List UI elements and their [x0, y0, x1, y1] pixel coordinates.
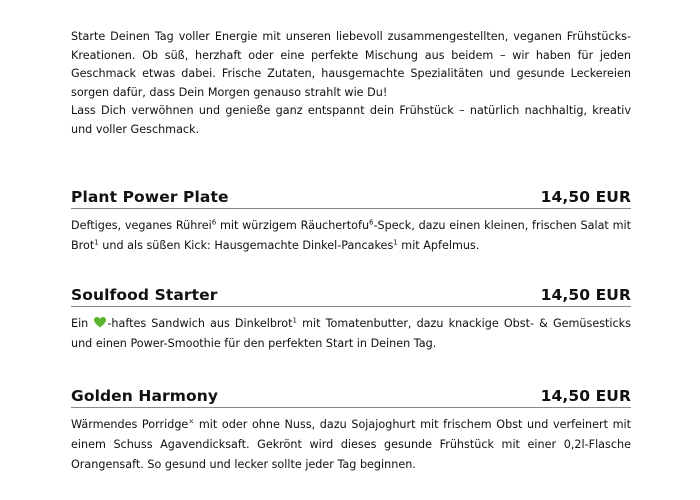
desc-text: Ein	[71, 317, 94, 330]
menu-item-description	[71, 314, 631, 354]
menu-item-title: Golden Harmony	[71, 387, 219, 405]
menu-item-plant-power-plate	[71, 188, 631, 256]
desc-text: mit Tomatenbutter, dazu knackige Obst- & Gemüsesticks und einen Power-Smoothie für den perfekten Start in Deinen Tag.	[71, 317, 631, 350]
footnote-marker: ×	[188, 417, 195, 426]
menu-item-price: 14,50 EUR	[540, 286, 631, 304]
intro-paragraph-1: Starte Deinen Tag voller Energie mit unseren liebevoll zusammengestellten, veganen Frühstücks-Kreationen. Ob süß, herzhaft oder eine perfekte Mischung aus beidem – wir haben für jeden Geschmack etwas dabei. Frische Zutaten, hausgemachte Spezialitäten und gesunde Leckereien sorgen dafür, dass Dein Morgen genauso strahlt wie Du!	[71, 30, 631, 99]
desc-text: -Speck, dazu einen kleinen, frischen Salat mit Brot	[71, 219, 631, 252]
desc-text: mit würzigem Räuchertofu	[216, 219, 370, 232]
footnote-marker: 1	[94, 238, 99, 247]
menu-item-description	[71, 216, 631, 256]
menu-item-title: Plant Power Plate	[71, 188, 229, 206]
desc-text: mit oder ohne Nuss, dazu Sojajoghurt mit frischem Obst und verfeinert mit einem Schuss Agavendicksaft. Gekrönt wird dieses gesunde Frühstück mit einer 0,2l-Flasche Orangensaft. So gesund und lecker sollte jeder Tag beginnen.	[71, 418, 632, 471]
desc-text: -haftes Sandwich aus Dinkelbrot	[107, 317, 293, 330]
footnote-marker: 1	[292, 316, 297, 325]
footnote-marker: 6	[211, 218, 217, 227]
desc-text: Deftiges, veganes Rührei	[71, 219, 212, 232]
desc-text: und als süßen Kick: Hausgemachte Dinkel-Pancakes	[98, 239, 394, 252]
intro-text	[71, 28, 631, 140]
menu-item-soulfood-starter	[71, 286, 631, 354]
green-heart-icon	[94, 315, 106, 326]
menu-item-title: Soulfood Starter	[71, 286, 218, 304]
menu-item-golden-harmony	[71, 387, 631, 475]
menu-item-header	[71, 387, 631, 408]
menu-item-price: 14,50 EUR	[540, 188, 631, 206]
intro-paragraph-2: Lass Dich verwöhnen und genieße ganz entspannt dein Frühstück – natürlich nachhaltig, kreativ und voller Geschmack.	[71, 104, 631, 136]
desc-text: mit Apfelmus.	[397, 239, 480, 252]
footnote-marker: 6	[369, 218, 374, 227]
menu-item-description	[71, 415, 631, 475]
desc-text: Wärmendes Porridge	[71, 418, 189, 431]
footnote-marker: 1	[393, 238, 398, 247]
menu-item-header	[71, 286, 631, 307]
menu-item-price: 14,50 EUR	[540, 387, 631, 405]
menu-item-header	[71, 188, 631, 209]
